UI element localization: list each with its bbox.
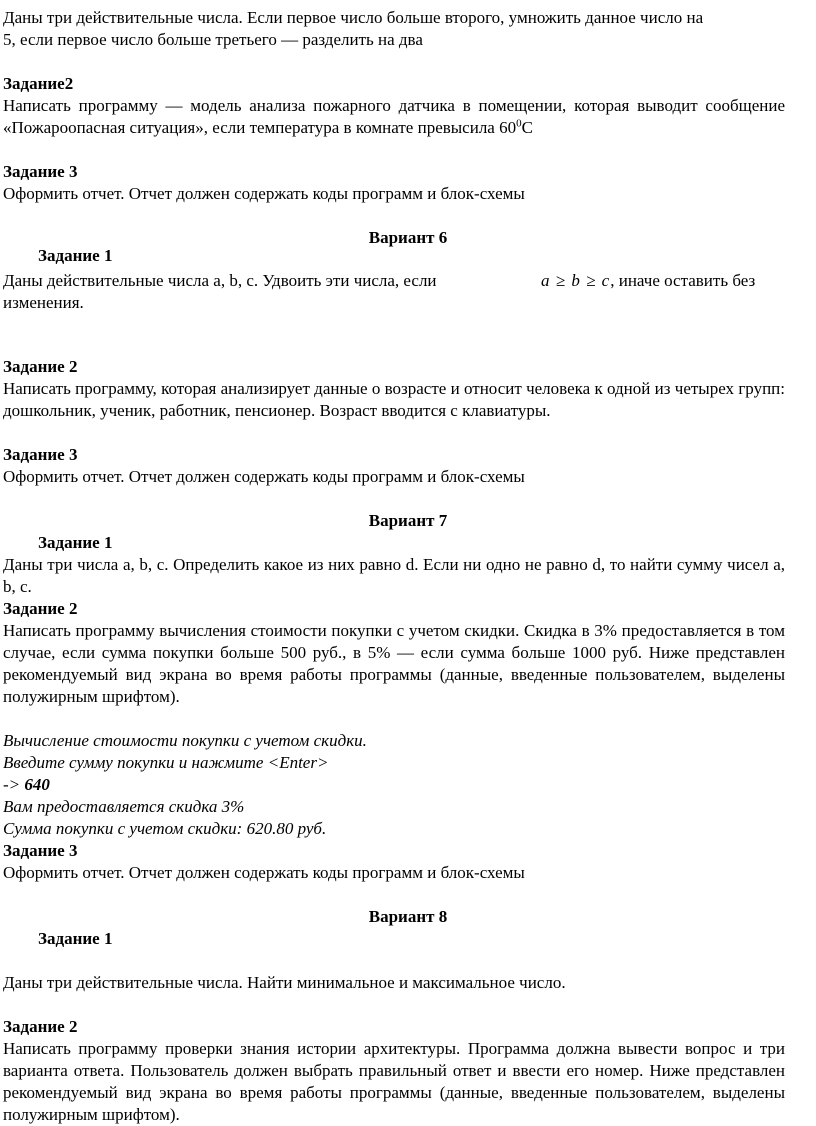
- v7-task2-text: Написать программу вычисления стоимости покупки с учетом скидки. Скидка в 3% предоставляется в том случае, если сумма покупки больше 500 руб., в 5% — если сумма больше 1000 руб. Ниже представлен рекомендуемый вид экрана во время работы программы (данные, введенные пользователем, выделены полужирным шрифтом).: [3, 621, 785, 706]
- v6-task3-text: Оформить отчет. Отчет должен содержать коды программ и блок-схемы: [3, 467, 525, 486]
- v6-task2-heading: Задание 2: [3, 357, 78, 376]
- v7-screen-prompt: ->: [3, 775, 21, 794]
- task2-heading: Задание2: [3, 74, 74, 93]
- v7-task1-heading: Задание 1: [38, 533, 113, 552]
- v6-task1-text-b: , иначе оставить без: [610, 271, 756, 290]
- v8-task1-text: Даны три действительные числа. Найти минимальное и максимальное число.: [3, 973, 566, 992]
- v6-task1-heading: Задание 1: [38, 246, 113, 265]
- v8-task2-heading: Задание 2: [3, 1017, 78, 1036]
- task2-text-main: Написать программу — модель анализа пожарного датчика в помещении, которая выводит сообщение «Пожароопасная ситуация», если температура в комнате превысила 60: [3, 96, 785, 137]
- v7-screen-line-5: Сумма покупки с учетом скидки: 620.80 руб.: [3, 819, 327, 838]
- task2-text: [3, 95, 785, 139]
- variant-8-title: Вариант 8: [368, 907, 448, 926]
- v7-screen-line-4: Вам предоставляется скидка 3%: [3, 797, 245, 816]
- v6-task1-inequality: [541, 270, 755, 292]
- variant-7-title: Вариант 7: [368, 511, 448, 530]
- degree-superscript: 0: [516, 117, 522, 130]
- variant-6-title: Вариант 6: [368, 228, 448, 247]
- inequality-text: a ≥ b ≥ c: [541, 271, 611, 290]
- v7-task3-heading: Задание 3: [3, 841, 78, 860]
- v6-task3-heading: Задание 3: [3, 445, 78, 464]
- v7-screen-line-3: [3, 774, 785, 796]
- v8-task2-text: Написать программу проверки знания истории архитектуры. Программа должна вывести вопрос и три варианта ответа. Пользователь должен выбрать правильный ответ и ввести его номер. Ниже представлен рекомендуемый вид экрана во время работы программы (данные, введенные пользователем, выделены полужирным шрифтом).: [3, 1039, 785, 1124]
- v6-task1-line1: [3, 270, 785, 292]
- v7-screen-line-2: Введите сумму покупки и нажмите <Enter>: [3, 753, 329, 772]
- v6-task1-line2: изменения.: [3, 293, 84, 312]
- v7-screen-line-1: Вычисление стоимости покупки с учетом скидки.: [3, 731, 367, 750]
- v6-task2-text: Написать программу, которая анализирует данные о возрасте и относит человека к одной из четырех групп: дошкольник, ученик, работник, пенсионер. Возраст вводится с клавиатуры.: [3, 379, 785, 420]
- v7-screen-user-input: 640: [24, 775, 50, 794]
- v7-task2-heading: Задание 2: [3, 599, 78, 618]
- v7-task3-text: Оформить отчет. Отчет должен содержать коды программ и блок-схемы: [3, 863, 525, 882]
- task3-text: Оформить отчет. Отчет должен содержать коды программ и блок-схемы: [3, 184, 525, 203]
- v8-task1-heading: Задание 1: [38, 929, 113, 948]
- task3-heading: Задание 3: [3, 162, 78, 181]
- task2-text-unit: С: [521, 118, 533, 137]
- intro-line-2: 5, если первое число больше третьего — разделить на два: [3, 30, 423, 49]
- v7-task1-text: Даны три числа a, b, c. Определить какое из них равно d. Если ни одно не равно d, то найти сумму чисел a, b, c.: [3, 555, 785, 596]
- v6-task1-text-a: Даны действительные числа a, b, c. Удвоить эти числа, если: [3, 271, 437, 290]
- intro-line-1: Даны три действительные числа. Если первое число больше второго, умножить данное число на: [3, 8, 704, 27]
